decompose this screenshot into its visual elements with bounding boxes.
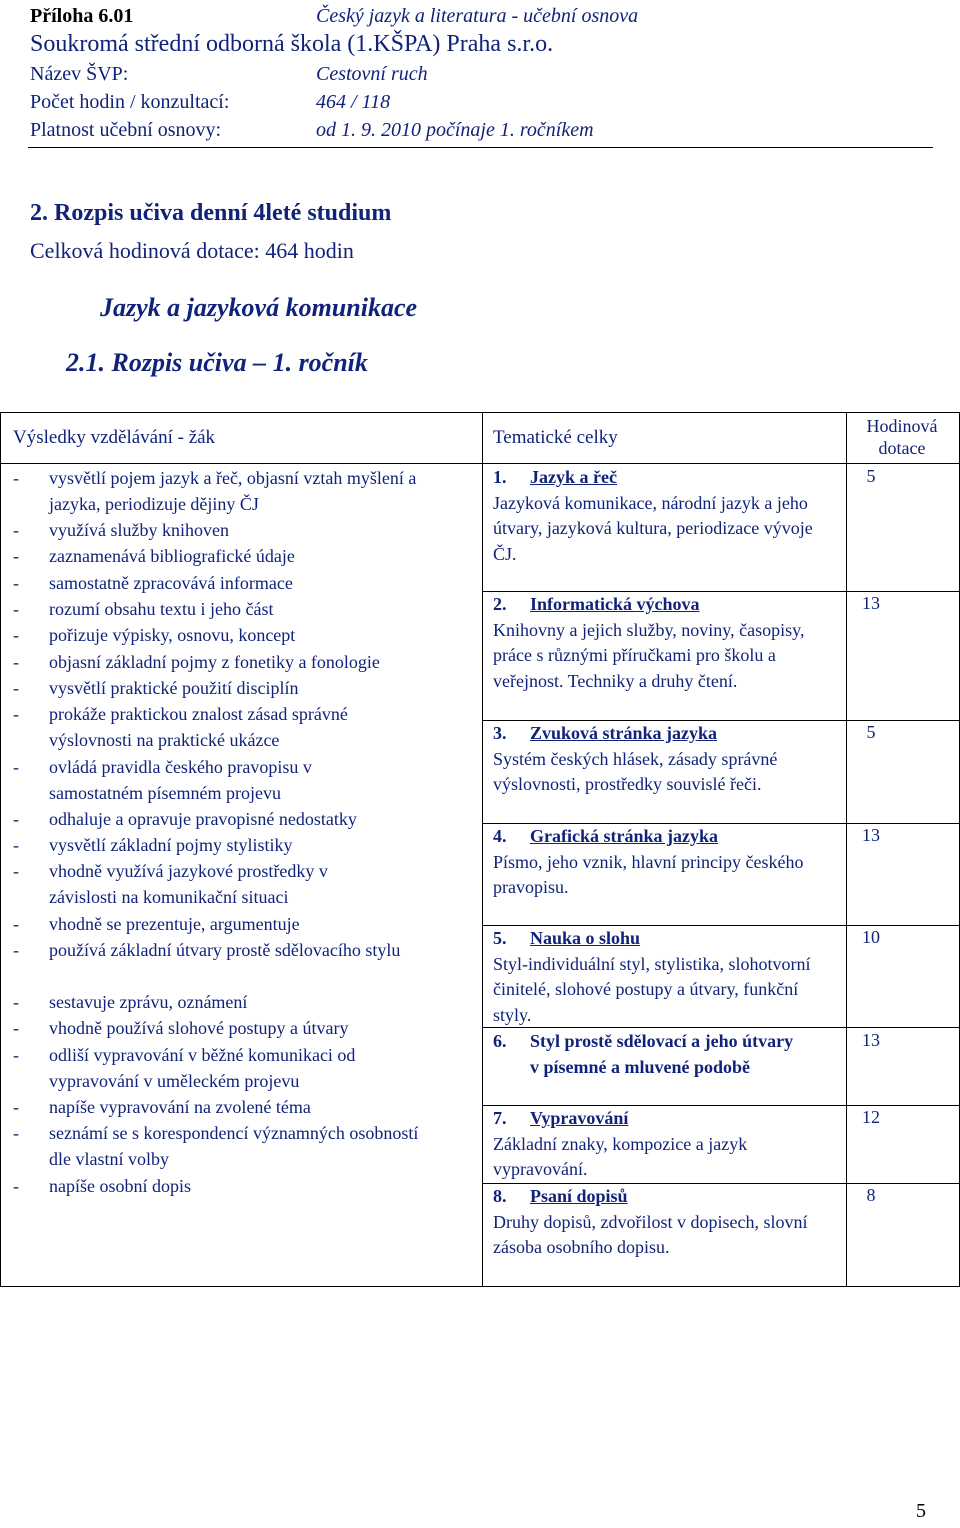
header-divider <box>28 147 933 148</box>
outcome-item: - seznámí se s korespondencí významných osobností dle vlastní volby <box>13 1123 419 1170</box>
topic-title: Vypravování <box>530 1108 629 1128</box>
outcome-item: - napíše vypravování na zvolené téma <box>13 1097 311 1117</box>
col-topics-header: Tematické celky <box>493 427 618 448</box>
col-hours-header-line2: dotace <box>878 438 926 458</box>
topic-block: 4. Grafická stránka jazyka Písmo, jeho vznik, hlavní principy českého pravopisu. <box>493 824 838 901</box>
section-title: 2. Rozpis učiva denní 4leté studium <box>30 200 392 226</box>
outcome-item: - vhodně využívá jazykové prostředky v závislosti na komunikační situaci <box>13 861 328 908</box>
topic-description: Styl-individuální styl, stylistika, slohotvorní činitelé, slohové postupy a útvary, funkční styly. <box>493 953 811 1025</box>
column-divider-1 <box>482 413 483 1286</box>
validity-value: od 1. 9. 2010 počínaje 1. ročníkem <box>316 119 594 141</box>
outcome-item: - vhodně používá slohové postupy a útvary <box>13 1018 349 1038</box>
outcome-item: - vysvětlí základní pojmy stylistiky <box>13 835 293 855</box>
topic-block: 1. Jazyk a řeč Jazyková komunikace, národní jazyk a jeho útvary, jazyková kultura, periodizace vývoje ČJ. <box>493 465 838 567</box>
topic-description: Základní znaky, kompozice a jazyk vypravování. <box>493 1133 748 1179</box>
outcome-item: - napíše osobní dopis <box>13 1176 191 1196</box>
topic-block: 8. Psaní dopisů Druhy dopisů, zdvořilost v dopisech, slovní zásoba osobního dopisu. <box>493 1184 838 1261</box>
col-hours-header-line1: Hodinová <box>866 416 938 436</box>
topic-hours: 10 <box>862 927 880 947</box>
header-row-divider <box>1 463 959 464</box>
outcome-item: - vhodně se prezentuje, argumentuje <box>13 914 300 934</box>
header-line-hours <box>30 90 390 114</box>
topic-title: Zvuková stránka jazyka <box>530 723 718 743</box>
validity-label: Platnost učební osnovy: <box>30 119 222 141</box>
topic-hours: 13 <box>862 593 880 613</box>
column-divider-2 <box>846 413 847 1286</box>
outcome-item: - pořizuje výpisky, osnovu, koncept <box>13 625 296 645</box>
outcome-item: - odliší vypravování v běžné komunikaci od vypravování v uměleckém projevu <box>13 1045 356 1092</box>
topic-title: Nauka o slohu <box>530 928 641 948</box>
outcome-item: - ovládá pravidla českého pravopisu v samostatném písemném projevu <box>13 757 312 804</box>
topic-description: Knihovny a jejich služby, noviny, časopisy, práce s různými příručkami pro školu a veřejnost. Techniky a druhy čtení. <box>493 619 805 691</box>
topic-hours: 5 <box>866 466 876 486</box>
col-hours-header <box>847 415 957 459</box>
topic-title: Grafická stránka jazyka <box>530 826 718 846</box>
topic-hours: 13 <box>862 825 880 845</box>
curriculum-table <box>0 412 960 1287</box>
outcome-item: - prokáže praktickou znalost zásad správné výslovnosti na praktické ukázce <box>13 704 348 751</box>
document-subject: Český jazyk a literatura - učební osnova <box>316 5 639 27</box>
topic-title: Psaní dopisů <box>530 1186 628 1206</box>
topic-block: 6. Styl prostě sdělovací a jeho útvary v písemné a mluvené podobě <box>493 1029 838 1080</box>
hours-value: 464 / 118 <box>316 91 391 113</box>
topic-description: Systém českých hlásek, zásady správné výslovnosti, prostředky souvislé řeči. <box>493 748 778 794</box>
topic-title: Jazyk a řeč <box>530 467 617 487</box>
topic-block: 5. Nauka o slohu Styl-individuální styl, stylistika, slohotvorní činitelé, slohové postupy a útvary, funkční styly. <box>493 926 838 1028</box>
outcome-item: - vysvětlí pojem jazyk a řeč, objasní vztah myšlení a jazyka, periodizuje dějiny ČJ <box>13 468 417 515</box>
svp-value: Cestovní ruch <box>316 63 428 85</box>
outcome-item: - rozumí obsahu textu i jeho část <box>13 599 274 619</box>
topic-hours: 5 <box>866 722 876 742</box>
outcome-item: - zaznamenává bibliografické údaje <box>13 546 295 566</box>
topic-block: 2. Informatická výchova Knihovny a jejich služby, noviny, časopisy, práce s různými příručkami pro školu a veřejnost. Techniky a druhy čtení. <box>493 592 838 694</box>
total-hours: Celková hodinová dotace: 464 hodin <box>30 238 354 263</box>
school-name: Soukromá střední odborná škola (1.KŠPA) Praha s.r.o. <box>30 31 554 57</box>
header-line-svp <box>30 62 428 86</box>
topic-title: Informatická výchova <box>530 594 700 614</box>
svp-label: Název ŠVP: <box>30 63 129 85</box>
subsection-title: 2.1. Rozpis učiva – 1. ročník <box>66 348 368 377</box>
topic-description: Jazyková komunikace, národní jazyk a jeho útvary, jazyková kultura, periodizace vývoje ČJ. <box>493 492 813 564</box>
area-title: Jazyk a jazyková komunikace <box>100 293 418 322</box>
attachment-label: Příloha 6.01 <box>30 5 134 27</box>
outcome-item: - sestavuje zprávu, oznámení <box>13 992 248 1012</box>
header-line-1 <box>30 4 638 28</box>
outcome-item: - používá základní útvary prostě sdělovacího stylu <box>13 940 401 960</box>
topic-hours: 12 <box>862 1107 880 1127</box>
outcome-item: - využívá služby knihoven <box>13 520 229 540</box>
page-number: 5 <box>916 1500 926 1522</box>
topic-block: 3. Zvuková stránka jazyka Systém českých hlásek, zásady správné výslovnosti, prostředky souvislé řeči. <box>493 721 838 798</box>
header-line-validity <box>30 118 594 142</box>
topic-hours: 8 <box>866 1185 876 1205</box>
hours-label: Počet hodin / konzultací: <box>30 91 230 113</box>
outcome-item: - vysvětlí praktické použití disciplín <box>13 678 299 698</box>
topic-description: Písmo, jeho vznik, hlavní principy českého pravopisu. <box>493 851 804 897</box>
topic-description: Druhy dopisů, zdvořilost v dopisech, slovní zásoba osobního dopisu. <box>493 1211 808 1257</box>
topic-hours: 13 <box>862 1030 880 1050</box>
outcome-item: - objasní základní pojmy z fonetiky a fonologie <box>13 652 380 672</box>
col-outcomes-header: Výsledky vzdělávání - žák <box>13 427 216 448</box>
topic-title: Styl prostě sdělovací a jeho útvary v písemné a mluvené podobě <box>530 1031 794 1077</box>
outcome-item: - odhaluje a opravuje pravopisné nedostatky <box>13 809 357 829</box>
outcome-item: - samostatně zpracovává informace <box>13 573 293 593</box>
topic-block: 7. Vypravování Základní znaky, kompozice a jazyk vypravování. <box>493 1106 838 1183</box>
